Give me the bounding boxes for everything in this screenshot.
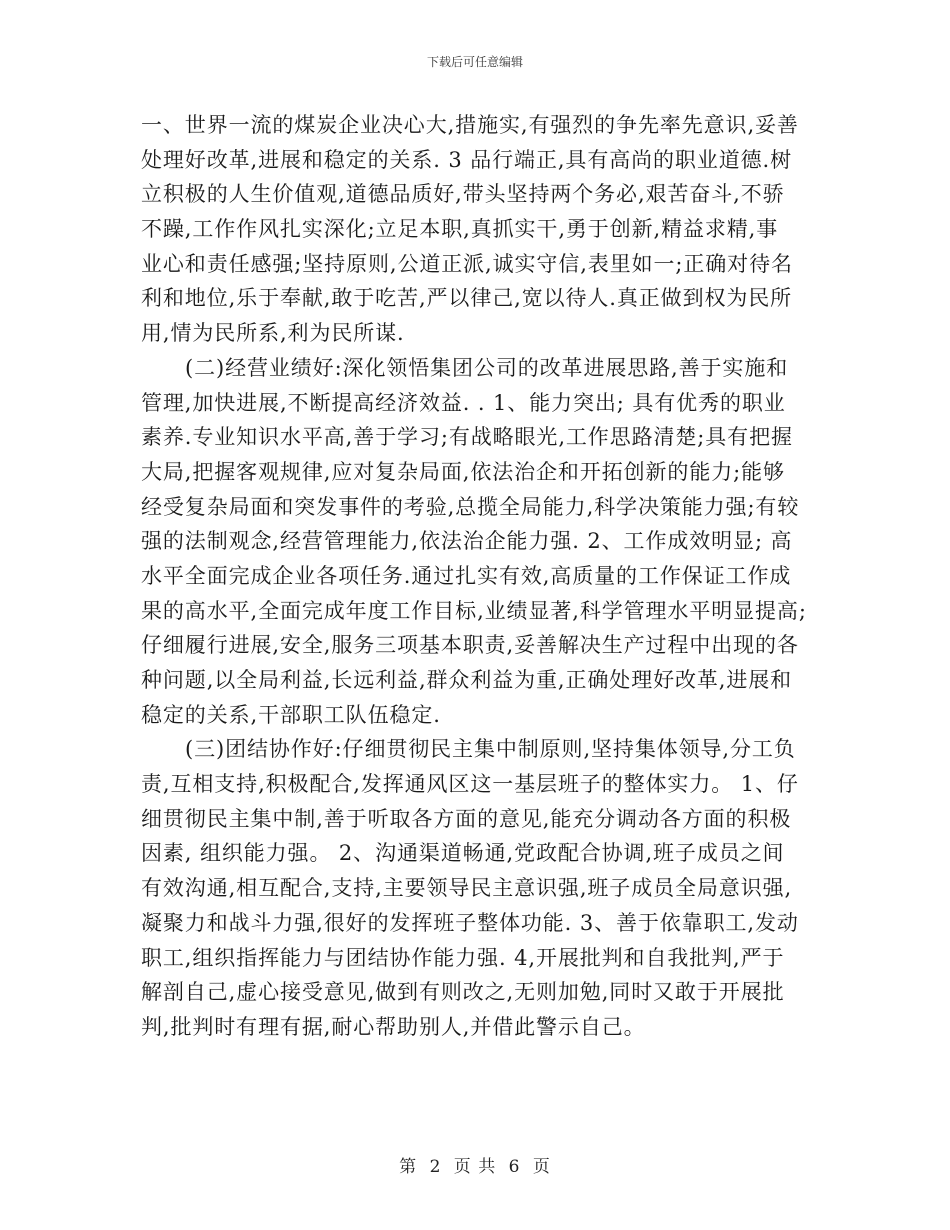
text-line: 有效沟通,相互配合,支持,主要领导民主意识强,班子成员全局意识强, xyxy=(141,876,793,901)
page-total: 6 xyxy=(508,1157,521,1177)
text-line: 职工,组织指挥能力与团结协作能力强. 4,开展批判和自我批判,严于 xyxy=(141,945,785,970)
page-suffix: 页 xyxy=(532,1157,551,1177)
text-line: 经受复杂局面和突发事件的考验,总揽全局能力,科学决策能力强;有较 xyxy=(141,494,800,519)
text-line: 种问题,以全局利益,长远利益,群众利益为重,正确处理好改革,进展和 xyxy=(141,668,793,692)
page-footer xyxy=(0,1152,950,1177)
text-line: 责,互相支持,积极配合,发挥通风区这一基层班子的整体实力。 1、仔 xyxy=(141,772,799,797)
text-line: 细贯彻民主集中制,善于听取各方面的意见,能充分调动各方面的积极 xyxy=(141,806,792,831)
text-line: 解剖自己,虚心接受意见,做到有则改之,无则加勉,同时又敢于开展批 xyxy=(141,980,785,1005)
text-line: 因素, 组织能力强。 2、沟通渠道畅通,党政配合协调,班子成员之间 xyxy=(141,841,785,866)
text-line: 利和地位,乐于奉献,敢于吃苦,严以律己,宽以待人.真正做到权为民所 xyxy=(141,286,793,311)
text-line: 用,情为民所系,利为民所谋. xyxy=(141,321,405,346)
text-line: 处理好改革,进展和稳定的关系. 3 品行端正,具有高尚的职业道德.树 xyxy=(141,147,793,172)
text-line: 果的高水平,全面完成年度工作目标,业绩显著,科学管理水平明显提高; xyxy=(141,598,807,623)
text-line: 立积极的人生价值观,道德品质好,带头坚持两个务必,艰苦奋斗,不骄 xyxy=(141,182,785,207)
text-line: 不躁,工作作风扎实深化;立足本职,真抓实干,勇于创新,精益求精,事 xyxy=(141,217,779,242)
text-line: 稳定的关系,干部职工队伍稳定. xyxy=(141,702,441,727)
text-line: 素养.专业知识水平高,善于学习;有战略眼光,工作思路清楚;具有把握 xyxy=(141,425,793,450)
section-heading-line: (二)经营业绩好:深化领悟集团公司的改革进展思路,善于实施和 xyxy=(185,355,789,380)
text-line: 业心和责任感强;坚持原则,公道正派,诚实守信,表里如一;正确对待名 xyxy=(141,251,793,276)
section-heading-line: (三)团结协作好:仔细贯彻民主集中制原则,坚持集体领导,分工负 xyxy=(185,737,796,762)
text-line: 水平全面完成企业各项任务.通过扎实有效,高质量的工作保证工作成 xyxy=(141,563,792,588)
page-prefix: 第 xyxy=(399,1157,418,1177)
page-number: 2 xyxy=(429,1157,442,1177)
text-line: 仔细履行进展,安全,服务三项基本职责,妥善解决生产过程中出现的各 xyxy=(141,633,799,658)
text-line: 一、世界一流的煤炭企业决心大,措施实,有强烈的争先率先意识,妥善 xyxy=(141,113,799,137)
text-line: 大局,把握客观规律,应对复杂局面,依法治企和开拓创新的能力;能够 xyxy=(141,459,785,484)
body-text xyxy=(141,108,811,1045)
header-note: 下载后可任意编辑 xyxy=(426,55,523,69)
text-line: 凝聚力和战斗力强,很好的发挥班子整体功能. 3、善于依靠职工,发动 xyxy=(141,910,799,935)
text-line: 强的法制观念,经营管理能力,依法治企能力强. 2、工作成效明显; 高 xyxy=(141,529,793,554)
text-line: 管理,加快进展,不断提高经济效益. . 1、能力突出; 具有优秀的职业 xyxy=(141,390,786,415)
page-mid: 页 共 xyxy=(453,1157,497,1177)
text-line: 判,批判时有理有据,耐心帮助别人,并借此警示自己。 xyxy=(141,1014,646,1039)
